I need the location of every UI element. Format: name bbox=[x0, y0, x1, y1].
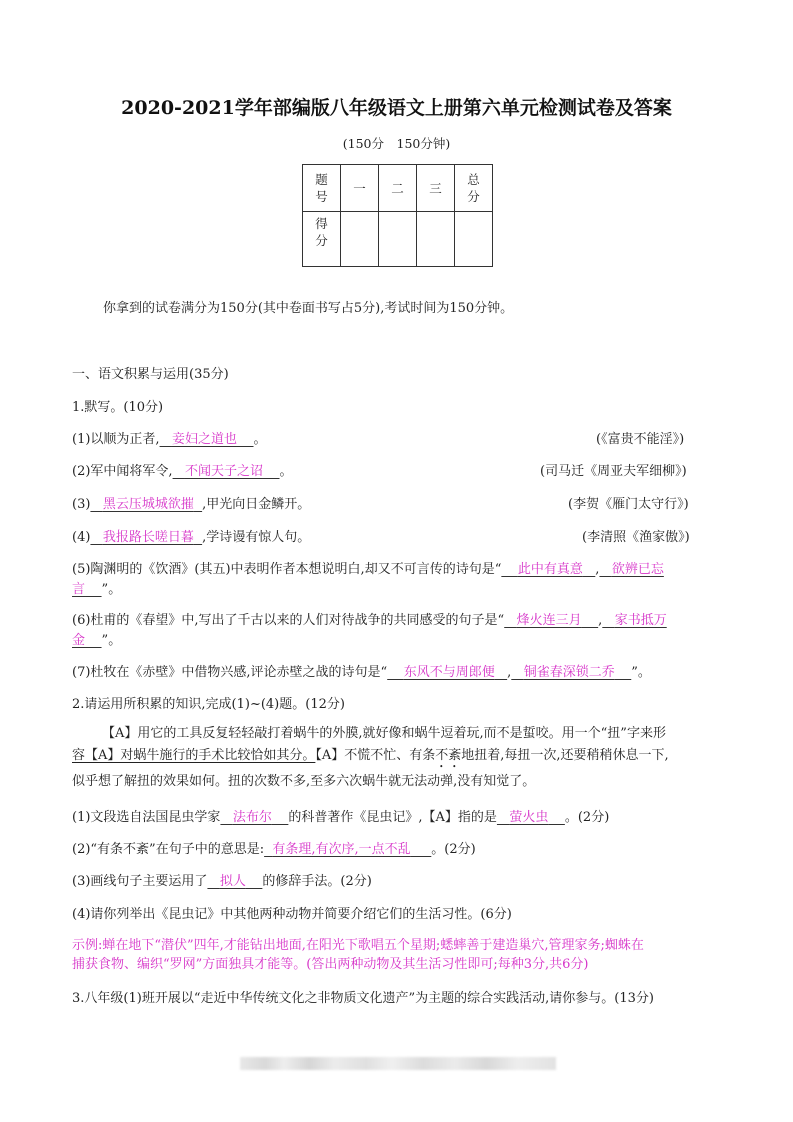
q1-item-3: (3) 黑云压城城欲摧 ,甲光向日金鳞开。 bbox=[72, 497, 311, 512]
q1-item-7-answer-1: 东风不与周郎便 bbox=[403, 665, 495, 680]
page-title: 2020-2021学年部编版八年级语文上册第六单元检测试卷及答案 bbox=[121, 97, 672, 119]
q2-sub-1-answer-2: 萤火虫 bbox=[509, 810, 549, 825]
score-cell-1[interactable] bbox=[341, 212, 379, 267]
score-cell-3[interactable] bbox=[417, 212, 455, 267]
q1-item-3-answer: 黑云压城城欲摧 bbox=[102, 497, 194, 512]
q1-item-1-answer: 妾妇之道也 bbox=[171, 432, 237, 447]
q2-sub-4-answer-line-2: 捕获食物、编织“罗网”方面独具才能等。(答出两种动物及其生活习性即可;每种3分,共6分) bbox=[72, 957, 589, 972]
q1-item-3-source: (李贺《雁门太守行》) bbox=[568, 497, 689, 512]
score-header-total: 总 分 bbox=[455, 165, 493, 212]
score-header-3: 三 bbox=[417, 165, 455, 212]
score-cell-total[interactable] bbox=[455, 212, 493, 267]
q1-item-6-cont: 金 ”。 bbox=[72, 633, 122, 648]
q1-item-4-source: (李清照《渔家傲》) bbox=[582, 530, 690, 545]
q2-passage-line-2: 容【A】对蜗牛施行的手术比较恰如其分。【A】不慌不忙、有条不紊地扭着,每扭一次,还要稍稍休息一下, bbox=[72, 748, 669, 763]
q1-item-6: (6)杜甫的《春望》中,写出了千古以来的人们对待战争的共同感受的句子是“ 烽火连三月 , 家书抵万 bbox=[72, 613, 667, 628]
q1-item-5-cont: 言 ”。 bbox=[72, 582, 122, 597]
q2-sub-1: (1)文段选自法国昆虫学家 法布尔 的科普著作《昆虫记》,【A】指的是 萤火虫 。(2分) bbox=[72, 810, 610, 825]
score-table bbox=[302, 164, 493, 267]
exam-intro: 你拿到的试卷满分为150分(其中卷面书写占5分),考试时间为150分钟。 bbox=[103, 301, 514, 316]
score-header-label: 题 号 bbox=[303, 165, 341, 212]
q2-sub-3-answer: 拟人 bbox=[219, 874, 246, 889]
question-3-title: 3.八年级(1)班开展以“走近中华传统文化之非物质文化遗产”为主题的综合实践活动,请你参与。(13分) bbox=[72, 991, 654, 1006]
exam-subtitle: (150分 150分钟) bbox=[342, 136, 451, 151]
score-header-1: 一 bbox=[341, 165, 379, 212]
q1-item-6-answer-2b: 金 bbox=[72, 633, 86, 648]
q1-item-2-answer: 不闻天子之诏 bbox=[184, 464, 263, 479]
q2-sub-3: (3)画线句子主要运用了 拟人 的修辞手法。(2分) bbox=[72, 874, 372, 889]
q2-sub-4-answer-line-1: 示例:蝉在地下“潜伏”四年,才能钻出地面,在阳光下歌唱五个星期;蟋蟀善于建造巢穴,管理家务;蜘蛛在 bbox=[72, 938, 644, 953]
question-2-title: 2.请运用所积累的知识,完成(1)~(4)题。(12分) bbox=[72, 697, 345, 712]
q1-item-4: (4) 我报路长嗟日暮 ,学诗谩有惊人句。 bbox=[72, 530, 311, 545]
q1-item-6-answer-1: 烽火连三月 bbox=[516, 613, 582, 628]
q2-sub-1-answer-1: 法布尔 bbox=[232, 810, 272, 825]
q2-sub-2-answer: 有条理,有次序,一点不乱 bbox=[272, 842, 411, 857]
q1-item-2: (2)军中闻将军令, 不闻天子之诏 。 bbox=[72, 464, 293, 479]
q1-item-2-source: (司马迁《周亚夫军细柳》) bbox=[540, 464, 687, 479]
q2-passage-line-1: 【A】用它的工具反复轻轻敲打着蜗牛的外膜,就好像和蜗牛逗着玩,而不是蜇咬。用一个“扭”字来形 bbox=[102, 726, 666, 741]
q1-item-5: (5)陶渊明的《饮酒》(其五)中表明作者本想说明白,却又不可言传的诗句是“ 此中有真意 , 欲辨已忘 bbox=[72, 562, 664, 577]
q2-dotted-phrase: 不紊 bbox=[435, 748, 462, 763]
q1-item-7-answer-2: 铜雀春深锁二乔 bbox=[523, 665, 615, 680]
q2-underlined-sentence: 容【A】对蜗牛施行的手术比较恰如其分。 bbox=[72, 748, 316, 763]
q1-item-6-answer-2a: 家书抵万 bbox=[614, 613, 667, 628]
q1-item-5-answer-1: 此中有真意 bbox=[517, 562, 583, 577]
q1-item-7: (7)杜牧在《赤壁》中借物兴感,评论赤壁之战的诗句是“ 东风不与周郎便 , 铜雀春深锁二乔 ”。 bbox=[72, 665, 651, 680]
q2-passage-line-3: 似乎想了解扭的效果如何。扭的次数不多,至多六次蜗牛就无法动弹,没有知觉了。 bbox=[72, 774, 536, 789]
score-header-2: 二 bbox=[379, 165, 417, 212]
q1-item-1: (1)以顺为正者, 妾妇之道也 。 bbox=[72, 432, 267, 447]
question-1-title: 1.默写。(10分) bbox=[72, 400, 164, 415]
score-row-label: 得 分 bbox=[303, 212, 341, 267]
q2-sub-4: (4)请你列举出《昆虫记》中其他两种动物并简要介绍它们的生活习性。(6分) bbox=[72, 907, 512, 922]
blurred-watermark bbox=[240, 1057, 556, 1070]
q2-sub-2: (2)“有条不紊”在句子中的意思是: 有条理,有次序,一点不乱 。(2分) bbox=[72, 842, 476, 857]
q2-passage bbox=[72, 723, 724, 793]
section-1-heading: 一、语文积累与运用(35分) bbox=[72, 367, 229, 382]
q1-item-4-answer: 我报路长嗟日暮 bbox=[102, 530, 194, 545]
q1-item-5-answer-2a: 欲辨已忘 bbox=[611, 562, 664, 577]
q1-item-5-answer-2b: 言 bbox=[72, 582, 86, 597]
q1-item-1-source: (《富贵不能淫》) bbox=[596, 432, 685, 447]
score-cell-2[interactable] bbox=[379, 212, 417, 267]
